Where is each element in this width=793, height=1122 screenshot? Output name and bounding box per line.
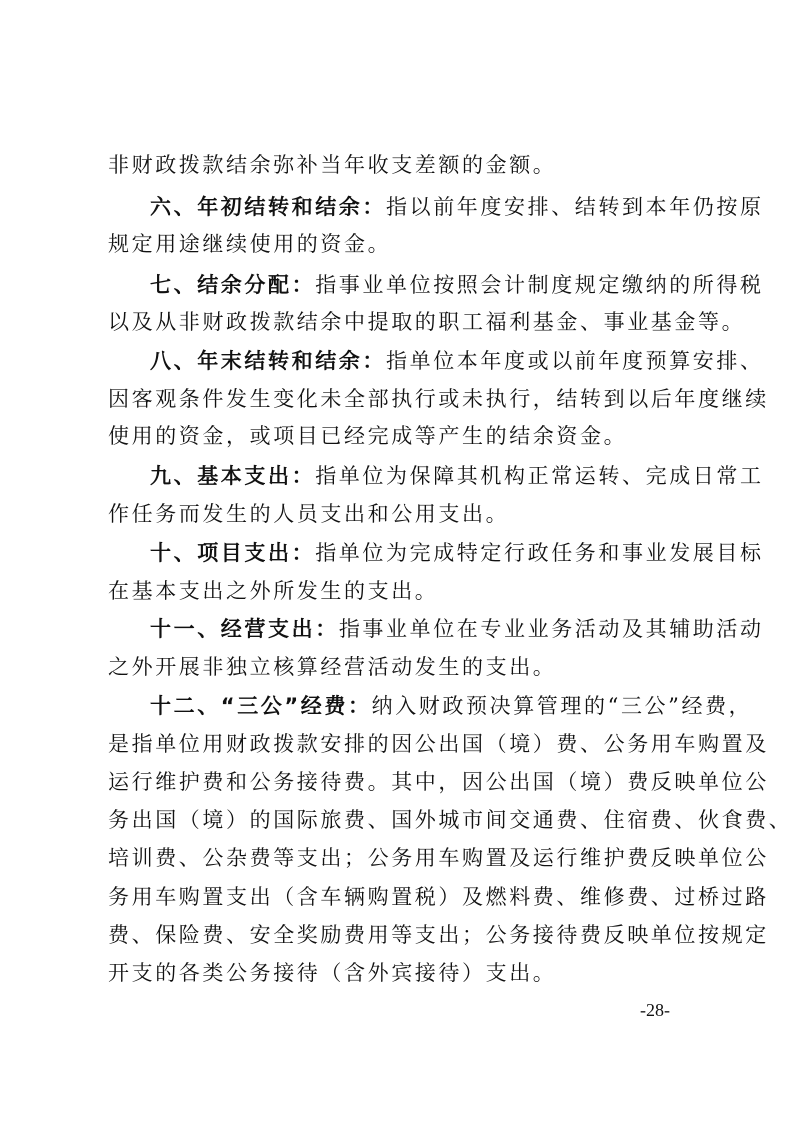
paragraph-line (150, 538, 764, 568)
paragraph-line (150, 691, 753, 721)
paragraph-line (150, 346, 764, 376)
paragraph-line: 使用的资金，或项目已经完成等产生的结余资金。 (108, 424, 628, 448)
term-definition: 指单位为保障其机构正常运转、完成日常工 (315, 464, 764, 488)
term-definition: 指单位为完成特定行政任务和事业发展目标 (315, 541, 764, 565)
paragraph-line: 务出国（境）的国际旅费、国外城市间交通费、住宿费、伙食费、 (108, 808, 793, 832)
term-label: 十一、经营支出： (150, 617, 339, 641)
paragraph-line: 务用车购置支出（含车辆购置税）及燃料费、维修费、过桥过路 (108, 885, 769, 909)
paragraph-line (150, 461, 764, 491)
paragraph-line: 运行维护费和公务接待费。其中，因公出国（境）费反映单位公 (108, 770, 769, 794)
term-definition: 纳入财政预决算管理的“三公”经费， (371, 694, 753, 718)
term-definition: 指以前年度安排、结转到本年仍按原 (386, 195, 764, 219)
term-definition: 指事业单位在专业业务活动及其辅助活动 (338, 617, 764, 641)
term-label: 九、基本支出： (150, 464, 316, 488)
paragraph-line: 以及从非财政拨款结余中提取的职工福利基金、事业基金等。 (108, 310, 746, 334)
paragraph-line: 作任务而发生的人员支出和公用支出。 (108, 502, 510, 526)
paragraph-line: 之外开展非独立核算经营活动发生的支出。 (108, 655, 557, 679)
paragraph-line: 培训费、公杂费等支出；公务用车购置及运行维护费反映单位公 (108, 846, 769, 870)
term-label: 六、年初结转和结余： (150, 195, 386, 219)
term-label: 十、项目支出： (150, 541, 316, 565)
paragraph-line (150, 192, 764, 222)
paragraph-line: 规定用途继续使用的资金。 (108, 232, 392, 256)
term-label: 八、年末结转和结余： (150, 349, 386, 373)
paragraph-line: 费、保险费、安全奖励费用等支出；公务接待费反映单位按规定 (108, 923, 769, 947)
paragraph-line: 是指单位用财政拨款安排的因公出国（境）费、公务用车购置及 (108, 732, 769, 756)
paragraph-line: 因客观条件发生变化未全部执行或未执行，结转到以后年度继续 (108, 387, 769, 411)
term-label: 十二、“三公”经费： (150, 694, 372, 718)
paragraph-line (150, 614, 764, 644)
term-definition: 指事业单位按照会计制度规定缴纳的所得税 (315, 273, 764, 297)
page-number: -28- (640, 1000, 670, 1020)
paragraph-line: 在基本支出之外所发生的支出。 (108, 579, 439, 603)
paragraph-line: 开支的各类公务接待（含外宾接待）支出。 (108, 961, 557, 985)
paragraph-line (150, 270, 764, 300)
term-label: 七、结余分配： (150, 273, 316, 297)
paragraph-line: 非财政拨款结余弥补当年收支差额的金额。 (108, 153, 557, 177)
term-definition: 指单位本年度或以前年度预算安排、 (386, 349, 764, 373)
